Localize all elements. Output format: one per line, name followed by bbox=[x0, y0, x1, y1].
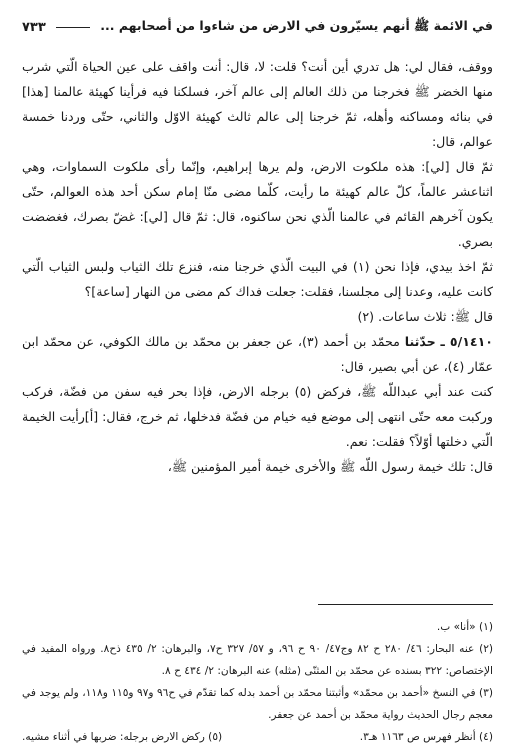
footnote-row bbox=[22, 726, 493, 748]
header-rule bbox=[56, 27, 90, 28]
footnote: (٢) عنه البحار: ٤٦/ ٢٨٠ ح ٨٢ وج٤٧/ ٩٠ ح ٩٦، و ٥٧/ ٣٢٧ ح٧، والبرهان: ٢/ ٤٣٥ ذح٨. ورواه المفيد في الإختصاص: ٣٢٢ بسنده عن محمّد بن المثنّى (مثله) عنه البرهان: ٢/ ٤٣٤ ح ٨. bbox=[22, 643, 494, 677]
isnad-text: محمّد بن أحمد (٣)، عن جعفر بن محمّد بن مالك الكوفي، عن محمّد ابن عمّار (٤)، عن أبي بصير، قال: bbox=[22, 334, 493, 374]
hadith-number: ٥/١٤١٠ ـ bbox=[440, 334, 493, 349]
footnote-divider bbox=[318, 604, 493, 605]
header-title: في الائمة ﷺ أنهم يسيّرون في الارض من شاءوا من أصحابهم ... bbox=[100, 17, 493, 33]
isnad-lead: حدّثنا bbox=[404, 334, 436, 349]
footnote: (٥) ركض الارض برجله: ضربها في أثناء مشيه. bbox=[22, 731, 223, 743]
page-number: ٧٣٣ bbox=[22, 19, 46, 35]
running-header bbox=[22, 14, 493, 40]
hadith-closing: قال: تلك خيمة رسول اللّه ﷺ والأخرى خيمة أمير المؤمنين ﷺ، bbox=[167, 459, 493, 474]
hadith-text: كنت عند أبي عبداللّه ﷺ، فركض (٥) برجله الارض، فإذا بحر فيه سفن من فضّة، فركب وركبت معه حتّى انتهى إلى موضع فيه خيام من فضّة فدخلها، ثم خرج، فقال: [أ]رأيت الخيمة الّتي دخلتها أوّلاً؟ فقلت: نعم. bbox=[22, 384, 493, 449]
footnotes bbox=[22, 616, 493, 748]
paragraph: ثمّ اخذ بيدي، فإذا نحن (١) في البيت الّذي خرجنا منه، فنزع تلك الثياب ولبس الثياب الّتي كانت عليه، وعدنا إلى مجلسنا، فقلت: جعلت فداك كم مضى من النهار [ساعة]؟ bbox=[22, 259, 493, 299]
footnote: (٤) أنظر فهرس ص ١١٦٣ هـ٣. bbox=[359, 731, 493, 743]
footnote: (٣) في النسخ «أحمد بن محمّد» وأثبتنا محمّد بن أحمد بدله كما تقدّم في ح٩٦ و٩٧ و١١٥ و١١٨، ولم يوجد في معجم رجال الحديث رواية محمّد بن أحمد عن جعفر. bbox=[22, 687, 494, 721]
paragraph: ووقف، فقال لي: هل تدري أين أنت؟ قلت: لا، قال: أنت واقف على عين الحياة الّتي شرب منها الخضر ﷺ فخرجنا من ذلك العالم إلى عالم آخر، فسلكنا فيه فرأينا كهيئة عالمنا [هذا] في بنائه ومساكنه وأهله، ثمّ خرجنا إلى عالم ثالث كهيئة الاوّل والثاني، حتّى وردنا خمسة عوالم، قال: bbox=[22, 59, 493, 149]
hadith-isnad bbox=[22, 329, 493, 379]
footnote: (١) «أنا» ب. bbox=[436, 621, 493, 633]
paragraph: ثمّ قال [لي]: هذه ملكوت الارض، ولم يرها إبراهيم، وإنّما رأى ملكوت السماوات، وهي اثناعشر عالماً، كلّ عالم كهيئة ما رأيت، كلّما مضى منّا إمام سكن أحد هذه العوالم، حتّى يكون آخرهم القائم في عالمنا الّذي نحن ساكنوه، قال: ثمّ قال [لي]: غضّ بصرك، فغضضت بصري. bbox=[22, 159, 493, 249]
main-text bbox=[22, 54, 493, 479]
paragraph: قال ﷺ: ثلاث ساعات. (٢) bbox=[357, 309, 493, 324]
